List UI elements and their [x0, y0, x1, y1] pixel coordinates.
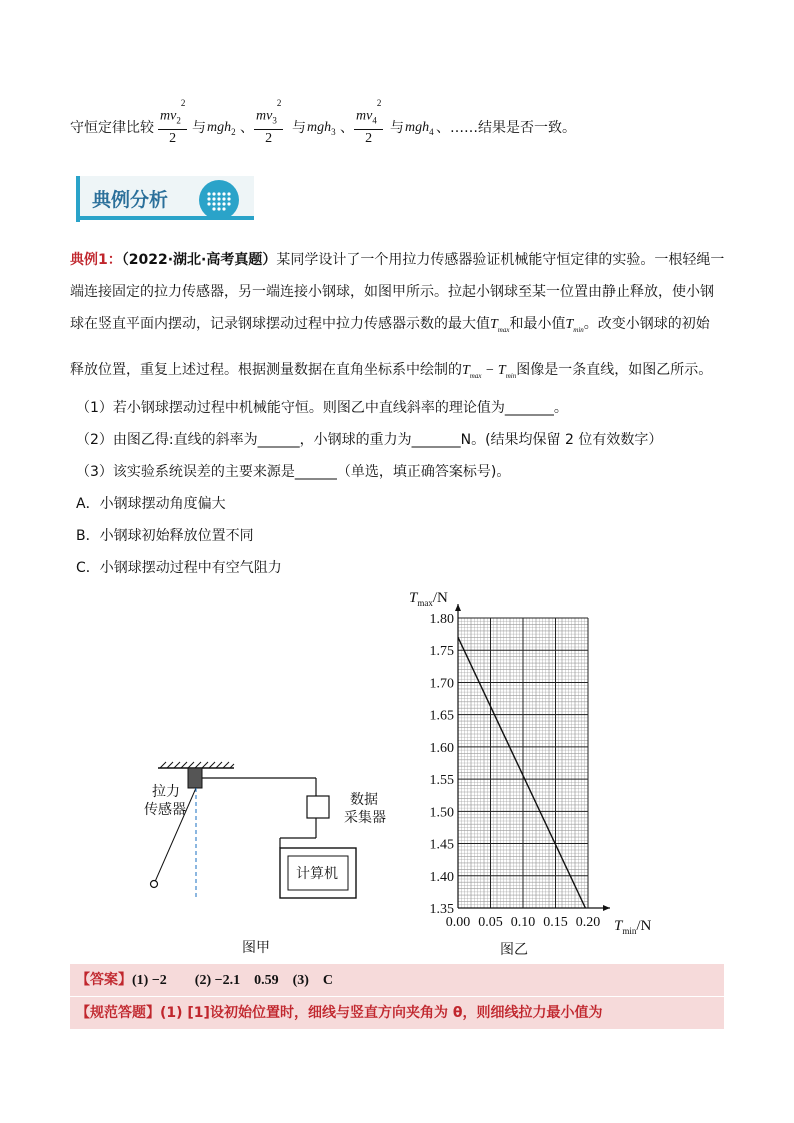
ceiling-hatch — [160, 762, 234, 768]
intro-sep-2: 、 — [340, 120, 354, 136]
collector-label-2: 采集器 — [344, 811, 386, 826]
question-1: （1）若小钢球摆动过程中机械能守恒。则图乙中直线斜率的理论值为_______。 — [76, 400, 568, 416]
option-c: C．小钢球摆动过程中有空气阻力 — [76, 560, 282, 576]
y-tick-label: 1.50 — [429, 805, 454, 821]
collector-label-1: 数据 — [350, 793, 378, 808]
y-tick-label: 1.35 — [429, 902, 454, 917]
sensor-label-1: 拉力 — [152, 785, 180, 800]
option-b: B．小钢球初始释放位置不同 — [76, 528, 254, 544]
question-3: （3）该实验系统误差的主要来源是______（单选，填正确答案标号)。 — [76, 464, 511, 480]
solution-text: (1) [1]设初始位置时，细线与竖直方向夹角为 θ，则细线拉力最小值为 — [160, 1005, 603, 1021]
example-source: （2022·湖北·高考真题） — [121, 252, 277, 268]
figure-b-caption: 图乙 — [500, 943, 528, 958]
intro-mgh-2: mgh$_2$ — [207, 120, 236, 137]
solution-row — [70, 997, 724, 1029]
option-a: A．小钢球摆动角度偏大 — [76, 496, 226, 512]
y-tick-label: 1.65 — [429, 708, 454, 724]
intro-and-3: 与 — [390, 120, 404, 136]
y-axis-arrow-icon — [455, 604, 461, 611]
intro-suffix: 、……结果是否一致。 — [436, 120, 576, 136]
solution-label: 【规范答题】 — [76, 1005, 160, 1021]
chart-x-axis-label: $T_{min}/N$ — [614, 918, 652, 936]
x-tick-label: 0.20 — [575, 915, 601, 930]
x-tick-label: 0.00 — [445, 915, 471, 930]
y-tick-label: 1.45 — [429, 837, 454, 853]
chart-y-axis-label: $T_{max}/N$ — [409, 590, 448, 608]
fraction-kinetic-energy-2: $\frac{mv_2^2}{2}$ — [160, 98, 186, 147]
y-tick-label: 1.80 — [429, 612, 454, 627]
intro-mgh-4: mgh$_4$ — [405, 120, 434, 137]
x-tick-label: 0.15 — [543, 915, 568, 930]
banner-title: 典例分析 — [92, 189, 169, 211]
example-line-3: 球在竖直平面内摆动，记录钢球摆动过程中拉力传感器示数的最大值$T_{max}$和最小值$T_{min}$。改变小钢球的初始 — [70, 316, 710, 334]
intro-and-1: 与 — [192, 120, 206, 136]
example-line-4: 释放位置，重复上述过程。根据测量数据在直角坐标系中绘制的$T_{max} - T_{min}$图像是一条直线，如图乙所示。 — [70, 362, 713, 380]
answer-row — [70, 964, 724, 996]
banner-left-bar — [76, 176, 80, 222]
answer-text: (1) −2 (2) −2.1 0.59 (3) C — [132, 973, 334, 988]
sensor-label-2: 传感器 — [144, 803, 186, 818]
x-axis-arrow-icon — [603, 905, 610, 911]
example-line-1 — [70, 250, 724, 270]
data-collector-box — [307, 796, 329, 818]
example-text-1: 某同学设计了一个用拉力传感器验证机械能守恒定律的实验。一根轻绳一 — [276, 252, 725, 268]
y-tick-label: 1.70 — [429, 676, 454, 692]
intro-sep-1: 、 — [240, 120, 254, 136]
y-tick-label: 1.55 — [429, 773, 454, 789]
figure-a-caption: 图甲 — [242, 941, 270, 956]
figure-a-apparatus — [130, 760, 400, 960]
figure-b-chart — [400, 582, 680, 962]
solution-content — [76, 1003, 602, 1023]
question-2: （2）由图乙得:直线的斜率为______，小钢球的重力为_______N。(结果均保留 2 位有效数字） — [76, 432, 663, 448]
x-tick-label: 0.05 — [478, 915, 503, 930]
example-label: 典例1： — [70, 252, 122, 268]
example-line-2: 端连接固定的拉力传感器，另一端连接小钢球，如图甲所示。拉起小钢球至某一位置由静止释放，使小钢 — [70, 284, 714, 300]
answer-content — [76, 970, 333, 991]
intro-mgh-3: mgh$_3$ — [307, 120, 336, 137]
y-tick-label: 1.75 — [429, 644, 454, 660]
fraction-kinetic-energy-4: $\frac{mv_4^2}{2}$ — [356, 98, 382, 147]
force-sensor — [188, 768, 202, 788]
y-tick-label: 1.40 — [429, 869, 454, 885]
steel-ball — [151, 881, 158, 888]
intro-prefix: 守恒定律比较 — [70, 120, 154, 136]
y-tick-label: 1.60 — [429, 740, 454, 756]
fraction-kinetic-energy-3: $\frac{mv_3^2}{2}$ — [256, 98, 282, 147]
computer-label: 计算机 — [296, 867, 338, 882]
x-tick-label: 0.10 — [510, 915, 536, 930]
intro-and-2: 与 — [292, 120, 306, 136]
section-banner — [76, 176, 254, 222]
answer-label: 【答案】 — [76, 972, 132, 988]
